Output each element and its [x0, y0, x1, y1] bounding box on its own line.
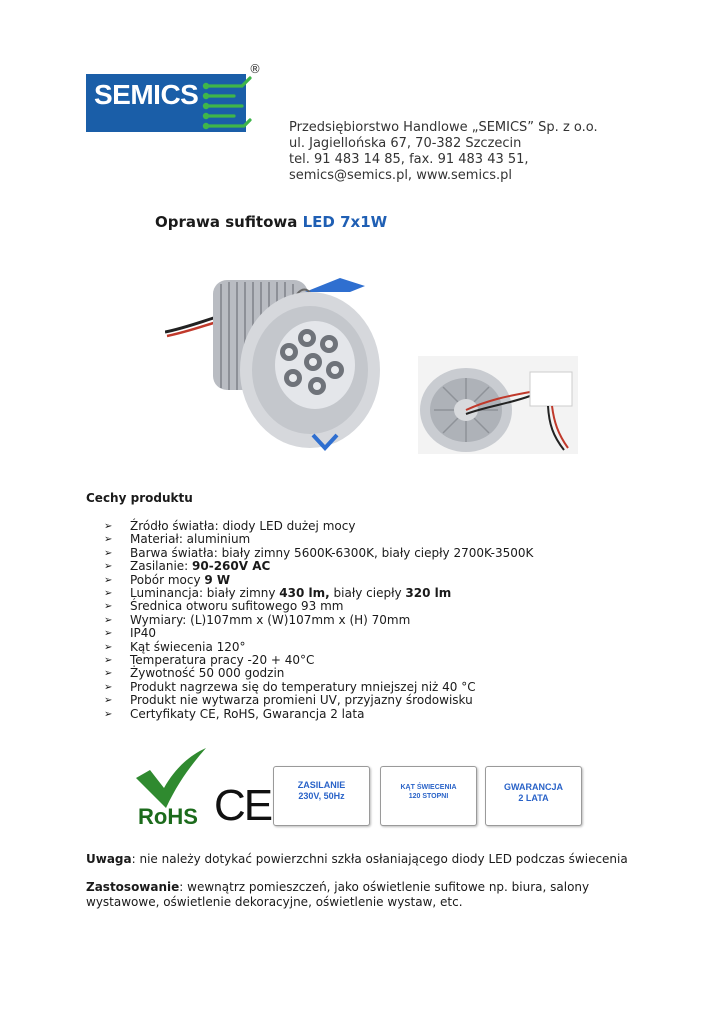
- list-item: ➢ Barwa światła: biały zimny 5600K-6300K, biały ciepły 2700K-3500K: [104, 545, 534, 560]
- bullet-arrow-icon: ➢: [104, 628, 113, 640]
- list-item: ➢ Certyfikaty CE, RoHS, Gwarancja 2 lata: [104, 706, 365, 721]
- usage-text: : wewnątrz pomieszczeń, jako oświetlenie sufitowe np. biura, salony wystawowe, oświetlenie dekoracyjne, oświetlenie wystaw, etc.: [86, 880, 590, 909]
- bullet-arrow-icon: ➢: [104, 574, 113, 586]
- ce-mark: CE: [214, 781, 272, 830]
- bullet-arrow-icon: ➢: [104, 641, 113, 653]
- circuit-icon: [198, 76, 254, 130]
- list-item: ➢ Produkt nagrzewa się do temperatury mniejszej niż 40 °C: [104, 679, 476, 694]
- company-email-web: semics@semics.pl, www.semics.pl: [289, 168, 512, 183]
- list-item: ➢ Luminancja: biały zimny 430 lm, biały ciepły 320 lm: [104, 586, 452, 601]
- company-phone: tel. 91 483 14 85, fax. 91 483 43 51,: [289, 152, 529, 167]
- list-item: ➢ Kąt świecenia 120°: [104, 639, 246, 654]
- company-logo: [86, 62, 266, 134]
- bullet-arrow-icon: ➢: [104, 601, 113, 613]
- product-photo-main: [165, 270, 380, 458]
- product-title: [155, 213, 387, 231]
- company-info: [289, 120, 598, 184]
- list-item: ➢ Wymiary: (L)107mm x (W)107mm x (H) 70mm: [104, 612, 411, 627]
- list-item: ➢ Produkt nie wytwarza promieni UV, przyjazny środowisku: [104, 693, 473, 708]
- bullet-arrow-icon: ➢: [104, 614, 113, 626]
- power-spec-badge: ZASILANIE 230V, 50Hz: [273, 766, 370, 826]
- list-item: ➢ IP40: [104, 626, 157, 641]
- bullet-arrow-icon: ➢: [104, 521, 113, 532]
- list-item: ➢ Źródło światła: diody LED dużej mocy: [104, 519, 356, 533]
- list-item: ➢ Żywotność 50 000 godzin: [104, 666, 285, 681]
- company-address: ul. Jagiellońska 67, 70-382 Szczecin: [289, 136, 522, 151]
- bullet-arrow-icon: ➢: [104, 561, 113, 573]
- features-heading: Cechy produktu: [86, 491, 193, 505]
- title-accent: LED 7x1W: [302, 213, 388, 231]
- list-item: ➢ Temperatura pracy -20 + 40°C: [104, 653, 315, 668]
- warning-note: [86, 852, 646, 867]
- company-name: Przedsiębiorstwo Handlowe „SEMICS” Sp. z o.o.: [289, 120, 598, 135]
- title-main: Oprawa sufitowa: [155, 213, 298, 231]
- bullet-arrow-icon: ➢: [104, 534, 113, 546]
- bullet-arrow-icon: ➢: [104, 547, 113, 559]
- list-item: ➢ Pobór mocy 9 W: [104, 572, 231, 587]
- list-item: ➢ Materiał: aluminium: [104, 532, 251, 547]
- bullet-arrow-icon: ➢: [104, 668, 113, 680]
- list-item: ➢ Średnica otworu sufitowego 93 mm: [104, 599, 344, 614]
- bullet-arrow-icon: ➢: [104, 695, 113, 707]
- registered-mark: ®: [249, 62, 261, 76]
- logo-text: SEMICS: [94, 79, 199, 110]
- bullet-arrow-icon: ➢: [104, 655, 113, 667]
- note-label: Uwaga: [86, 852, 132, 866]
- product-photo-back: [418, 356, 578, 454]
- warranty-badge: GWARANCJA 2 LATA: [485, 766, 582, 826]
- bullet-arrow-icon: ➢: [104, 588, 113, 600]
- list-item: ➢ Zasilanie: 90-260V AC: [104, 559, 271, 574]
- rohs-label: RoHS: [138, 804, 198, 829]
- note-text: : nie należy dotykać powierzchni szkła osłaniającego diody LED podczas świecenia: [131, 852, 628, 866]
- bullet-arrow-icon: ➢: [104, 681, 113, 693]
- usage-note: [86, 880, 646, 910]
- feature-list: [104, 520, 533, 721]
- checkmark-icon: [134, 748, 210, 810]
- beam-angle-badge: KĄT ŚWIECENIA 120 STOPNI: [380, 766, 477, 826]
- usage-label: Zastosowanie: [86, 880, 180, 894]
- bullet-arrow-icon: ➢: [104, 708, 113, 720]
